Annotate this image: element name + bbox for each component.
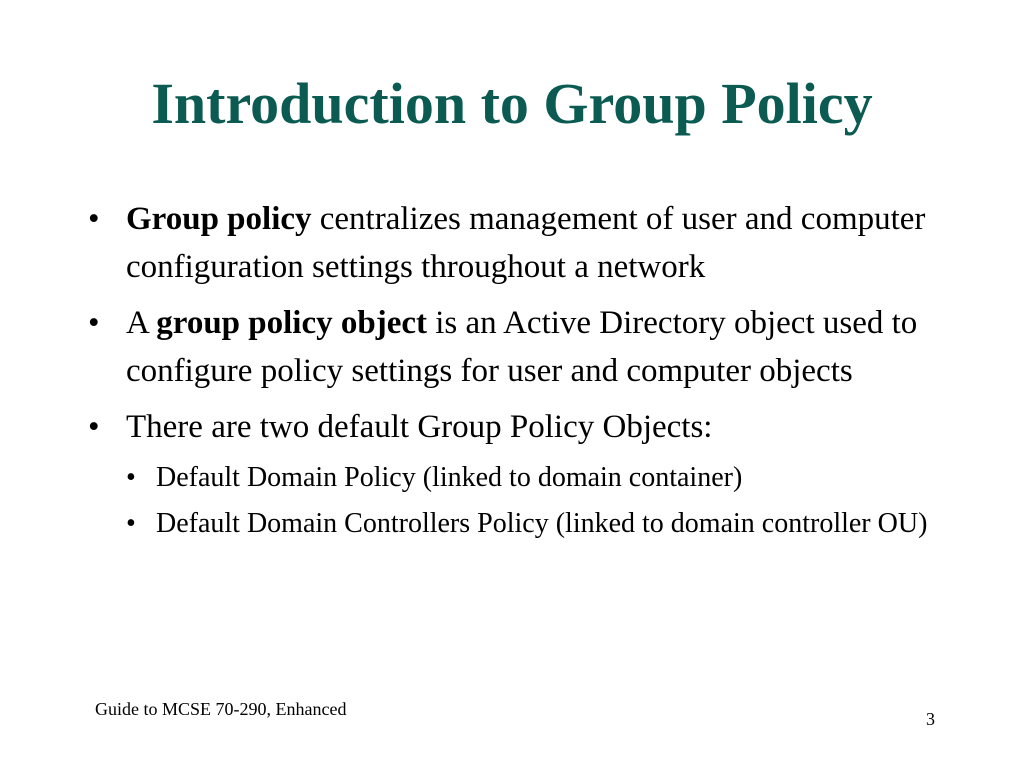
bullet-item-group-policy-object [86,299,946,395]
slide-title: Introduction to Group Policy [151,71,873,136]
slide-footer: Guide to MCSE 70-290, Enhanced [95,699,347,719]
bullet-item-group-policy [86,195,946,291]
bullet-list [86,195,946,553]
bullet-text: There are two default Group Policy Objects: [126,409,713,445]
bullet-item-default-gpos [86,403,946,545]
page-number: 3 [926,709,935,729]
bullet-bold-term: group policy object [156,305,427,341]
sub-bullet-item: • Default Domain Controllers Policy (linked to domain controller OU) [126,503,946,545]
bullet-text: centralizes management of user and computer configuration settings throughout a network [126,201,926,285]
bullet-prefix: A [126,305,157,341]
bullet-bold-term: Group policy [126,201,312,237]
sub-bullet-item: • Default Domain Policy (linked to domain container) [126,457,946,499]
sub-bullet-list [126,457,946,545]
bullet-text: is an Active Directory object used to configure policy settings for user and computer objects [126,305,918,389]
